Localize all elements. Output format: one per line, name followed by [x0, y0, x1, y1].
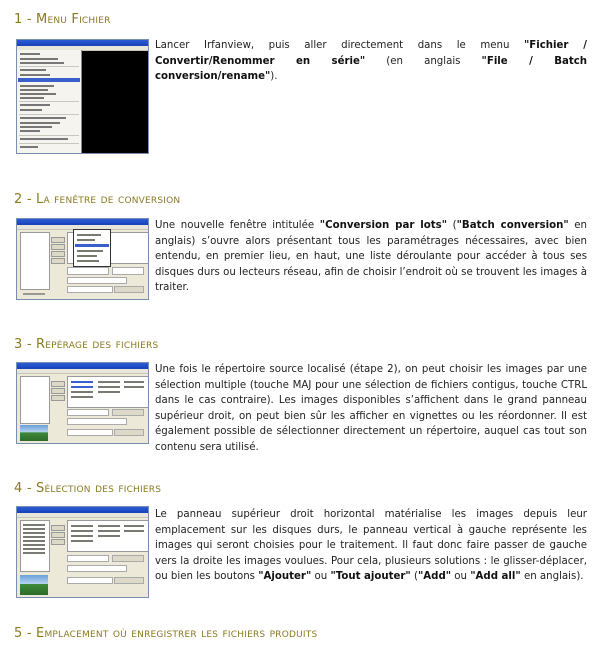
text-run: ). — [270, 71, 278, 83]
section-4-text — [155, 507, 587, 585]
section-1-title: Menu Fichier — [36, 12, 111, 27]
text-run: en anglais) s’ouvre alors présentant tous les paramétrages nécessaires, avec bien entendu, en premier lieu, en haut, une liste déroulante pour accéder à tous ses disques durs ou lecteurs réseau, afin de choisir l’endroit où se trouvent les images à traiter. — [155, 220, 588, 294]
section-1-heading: 1 - Menu Fichier — [14, 12, 111, 27]
text-run: ( — [410, 571, 418, 583]
section-4-number: 4 — [14, 481, 23, 496]
text-run: ou — [311, 571, 331, 583]
bold-term: "Add all" — [470, 571, 521, 583]
section-1-number: 1 — [14, 12, 23, 27]
file-selection-screenshot — [16, 506, 149, 598]
text-run: (en anglais — [365, 55, 482, 67]
section-1-text — [155, 38, 587, 85]
section-5-title: Emplacement où enregistrer les fichiers produits — [36, 626, 318, 641]
irfanview-file-menu-screenshot — [16, 39, 149, 154]
bold-term: "Tout ajouter" — [330, 571, 411, 583]
section-2-heading: 2 - La fenêtre de conversion — [14, 192, 181, 207]
bold-term: "Add" — [417, 571, 452, 583]
text-run: Le panneau supérieur droit horizontal matérialise les images depuis leur emplacement sur les disques durs, le panneau vertical à gauche représente les images qui seront choisies pour le traitement. Il faut donc faire passer de gauche vers la droite les images voulues. Pour cela, plusieurs solutions : le glisser-déplacer, ou bien les boutons — [155, 509, 587, 583]
text-run: Une fois le répertoire source localisé (étape 2), on peut choisir les images par une sélection multiple (touche MAJ pour une sélection de fichiers contigus, touche CTRL dans le cas contraire). Les images disponibles s’affichent dans le grand panneau supérieur droit, on peut bien sûr les afficher en vignettes ou les réordonner. Il est également possible de sélectionner directement un répertoire, auquel cas tout son contenu sera utilisé. — [155, 364, 587, 453]
section-5-heading: 5 - Emplacement où enregistrer les fichiers produits — [14, 626, 318, 641]
section-4-title: Sélection des fichiers — [36, 481, 162, 496]
bold-term: "Fichier / Convertir/Renommer en série" — [155, 40, 588, 67]
bold-term: "File / Batch conversion/rename" — [155, 55, 588, 83]
section-3-heading: 3 - Repérage des fichiers — [14, 337, 159, 352]
section-4-heading: 4 - Sélection des fichiers — [14, 481, 162, 496]
file-location-screenshot — [16, 362, 149, 444]
bold-term: "Conversion par lots" — [319, 220, 448, 231]
bold-term: "Ajouter" — [258, 571, 312, 583]
section-3-text — [155, 362, 587, 456]
section-2-title: La fenêtre de conversion — [36, 192, 181, 207]
text-run: ( — [447, 220, 457, 231]
batch-conversion-window-screenshot — [16, 218, 149, 300]
text-run: Lancer Irfanview, puis aller directement dans le menu — [155, 40, 524, 51]
text-run: en anglais). — [520, 571, 584, 583]
section-3-number: 3 — [14, 337, 23, 352]
section-2-number: 2 — [14, 192, 23, 207]
section-5-number: 5 — [14, 626, 23, 641]
section-2-text — [155, 218, 587, 296]
text-run: Une nouvelle fenêtre intitulée — [155, 220, 320, 231]
section-3-title: Repérage des fichiers — [36, 337, 159, 352]
text-run: ou — [451, 571, 471, 583]
bold-term: "Batch conversion" — [456, 220, 569, 231]
